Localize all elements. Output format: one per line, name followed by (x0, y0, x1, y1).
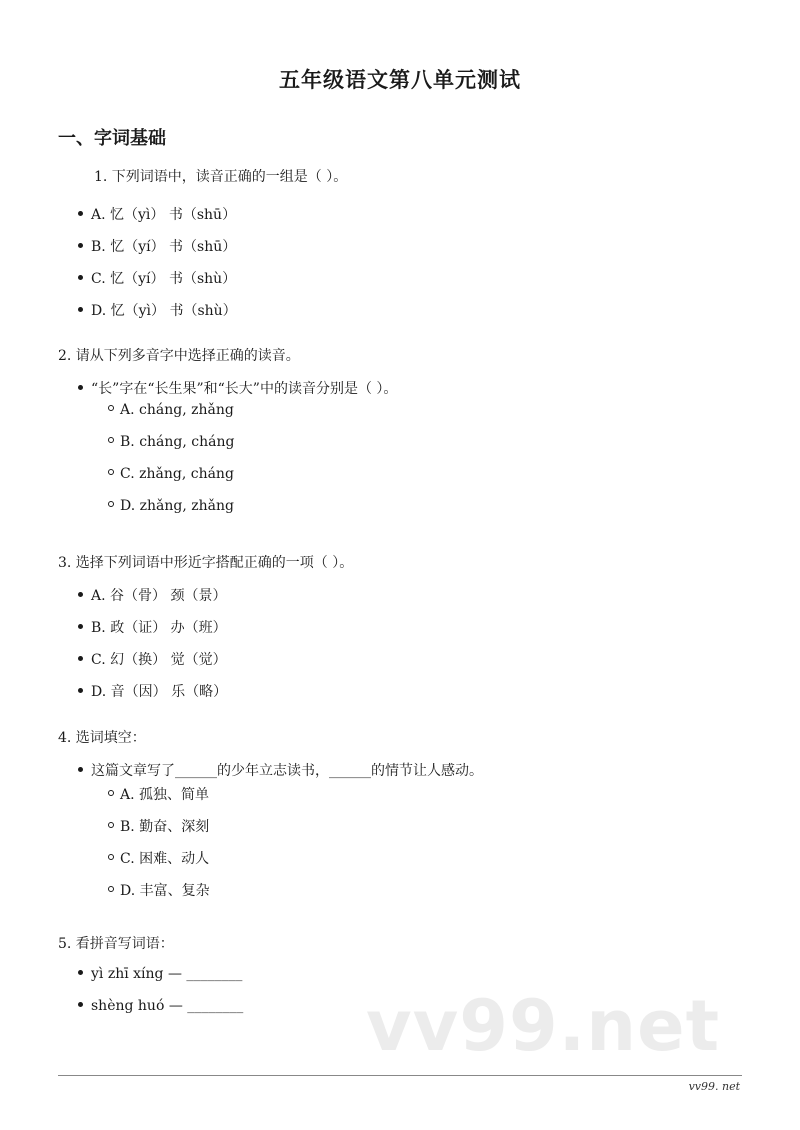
circle-bullet-icon (108, 854, 114, 860)
option-label: A. cháng, zhǎng (120, 402, 234, 418)
option-label: D. 忆（yì） 书（shù） (91, 303, 237, 319)
bullet-icon (78, 307, 83, 312)
question-4-option-a (108, 784, 209, 804)
question-2-option-c (108, 466, 234, 482)
option-label: B. cháng, cháng (120, 434, 235, 450)
section-heading: 一、字词基础 (58, 128, 166, 149)
bullet-icon (78, 970, 83, 975)
bullet-icon (78, 275, 83, 280)
bullet-icon (78, 592, 83, 597)
footer-text: vv99. net (688, 1080, 740, 1093)
question-3-option-c (78, 649, 227, 669)
question-4-option-c (108, 848, 209, 868)
item-label: shèng huó — ________ (91, 998, 244, 1014)
option-label: C. zhǎng, cháng (120, 466, 234, 482)
question-4-option-b (108, 816, 209, 836)
question-5-item-1 (78, 966, 242, 982)
question-1-option-b (78, 236, 236, 256)
option-label: A. 孤独、简单 (120, 787, 210, 803)
bullet-icon (78, 656, 83, 661)
question-1-option-a (78, 204, 236, 224)
bullet-icon (78, 385, 83, 390)
question-2-subtext (78, 378, 397, 398)
question-2-option-b (108, 434, 234, 450)
question-3-option-d (78, 681, 227, 701)
question-3-option-a (78, 585, 226, 605)
question-5-item-2 (78, 998, 243, 1014)
question-3-text: 3. 选择下列词语中形近字搭配正确的一项（ ）。 (58, 555, 354, 571)
question-2-text: 2. 请从下列多音字中选择正确的读音。 (58, 348, 300, 364)
circle-bullet-icon (108, 501, 114, 507)
page-title: 五年级语文第八单元测试 (279, 68, 521, 92)
bullet-icon (78, 688, 83, 693)
bullet-icon (78, 624, 83, 629)
question-3-option-b (78, 617, 227, 637)
subtext-label: “长”字在“长生果”和“长大”中的读音分别是（ ）。 (91, 381, 398, 397)
option-label: C. 幻（换） 觉（觉） (91, 652, 227, 668)
question-1-option-d (78, 300, 237, 320)
option-label: D. 丰富、复杂 (120, 883, 210, 899)
circle-bullet-icon (108, 886, 114, 892)
question-1-text: 1. 下列词语中，读音正确的一组是（ ）。 (94, 169, 348, 185)
option-label: C. 困难、动人 (120, 851, 210, 867)
item-label: yì zhī xíng — ________ (91, 966, 243, 982)
question-5-text: 5. 看拼音写词语： (58, 936, 174, 952)
bullet-icon (78, 767, 83, 772)
bullet-icon (78, 243, 83, 248)
option-label: B. 勤奋、深刻 (120, 819, 210, 835)
question-4-subtext (78, 760, 483, 780)
question-2-option-d (108, 498, 234, 514)
option-label: A. 谷（骨） 颈（景） (91, 588, 227, 604)
question-1-option-c (78, 268, 236, 288)
circle-bullet-icon (108, 469, 114, 475)
question-4-option-d (108, 880, 210, 900)
option-label: A. 忆（yì） 书（shū） (91, 207, 237, 223)
option-label: D. zhǎng, zhǎng (120, 498, 234, 514)
circle-bullet-icon (108, 437, 114, 443)
option-label: C. 忆（yí） 书（shù） (91, 271, 237, 287)
option-label: B. 政（证） 办（班） (91, 620, 227, 636)
subtext-label: 这篇文章写了______的少年立志读书，______的情节让人感动。 (91, 763, 483, 779)
circle-bullet-icon (108, 790, 114, 796)
circle-bullet-icon (108, 822, 114, 828)
option-label: B. 忆（yí） 书（shū） (91, 239, 237, 255)
footer-divider (58, 1075, 742, 1076)
bullet-icon (78, 211, 83, 216)
circle-bullet-icon (108, 405, 114, 411)
question-4-text: 4. 选词填空： (58, 730, 146, 746)
watermark: vv99.net (366, 985, 721, 1067)
question-2-option-a (108, 402, 234, 418)
option-label: D. 音（因） 乐（略） (91, 684, 228, 700)
bullet-icon (78, 1002, 83, 1007)
